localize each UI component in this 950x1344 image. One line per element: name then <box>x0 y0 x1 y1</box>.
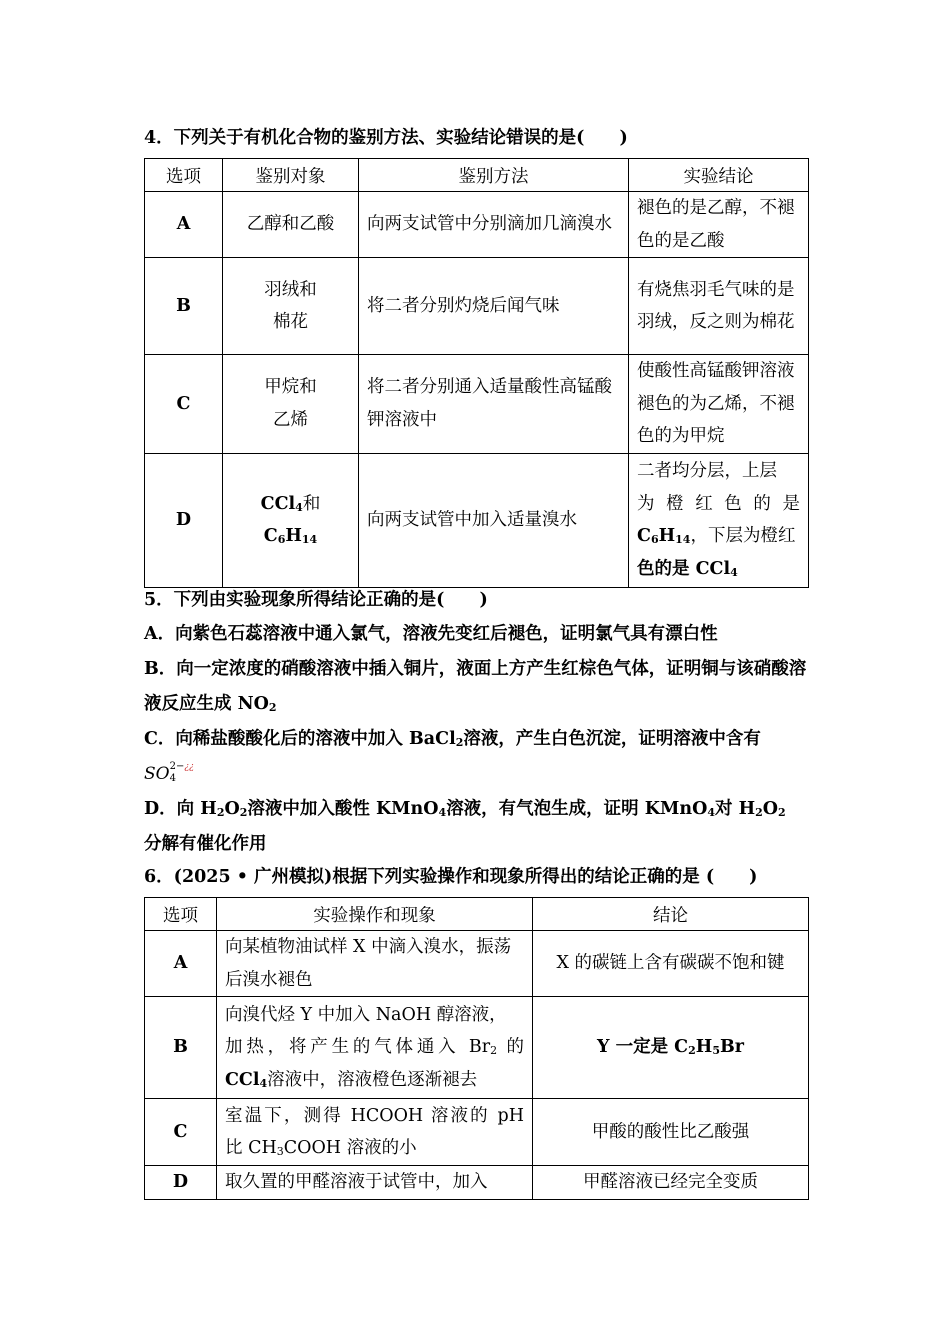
subscript: 4 <box>438 806 447 819</box>
subscript: 2 <box>455 736 464 749</box>
method-cell: 将二者分别灼烧后闻气味 <box>359 258 629 355</box>
subscript: 2 <box>268 700 277 714</box>
formula-text: H <box>285 526 302 546</box>
conclusion-text: 色的是 CCl <box>637 558 731 579</box>
subscript: 2 <box>755 806 763 819</box>
option-cell: C <box>145 1099 217 1166</box>
operation-line <box>225 1132 524 1165</box>
option-text: 对 H <box>714 799 756 819</box>
option-text: 溶液，产生白色沉淀，证明溶液中含有 <box>463 729 761 749</box>
subscript: 2 <box>216 806 225 819</box>
object-line <box>231 520 350 553</box>
subscript: 4 <box>707 806 715 819</box>
ion-charge <box>170 761 194 773</box>
question-5-option-c <box>144 722 808 791</box>
object-line: 羽绒和 <box>264 279 317 300</box>
subscript: 2 <box>688 1044 696 1058</box>
formula-text: C <box>263 526 278 546</box>
option-cell: C <box>145 355 223 454</box>
operation-line: 向溴代烃 Y 中加入 NaOH 醇溶液， <box>225 1004 507 1025</box>
question-5-title: 5．下列由实验现象所得结论正确的是( ) <box>144 590 488 610</box>
question-4-title: 4．下列关于有机化合物的鉴别方法、实验结论错误的是( ) <box>144 128 628 148</box>
object-text: 和 <box>302 493 321 514</box>
option-text: O <box>224 799 240 819</box>
object-line: 乙烯 <box>273 409 308 430</box>
conclusion-cell: X 的碳链上含有碳碳不饱和键 <box>533 931 809 997</box>
option-text: C．向稀盐酸酸化后的溶液中加入 BaCl <box>144 729 456 749</box>
conclusion-cell: 甲醛溶液已经完全变质 <box>533 1166 809 1200</box>
conclusion-text: ，下层为橙红 <box>690 526 796 546</box>
question-6-title: 6．(2025 • 广州模拟)根据下列实验操作和现象所得出的结论正确的是 ( ) <box>144 867 758 887</box>
operation-line <box>225 1031 524 1064</box>
table-row <box>145 192 809 258</box>
subscript: 4 <box>259 1076 268 1090</box>
object-cell <box>223 258 359 355</box>
formula-text: CCl <box>225 1069 260 1090</box>
option-cell: D <box>145 1166 217 1200</box>
formula-text: Br <box>719 1037 744 1058</box>
formula-text: C <box>637 526 651 546</box>
option-text: O <box>762 799 779 819</box>
conclusion-line <box>637 520 800 553</box>
subscript: 2 <box>490 1044 498 1058</box>
question-5-option-d <box>144 792 808 861</box>
operation-cell <box>217 997 533 1099</box>
table-row <box>145 1166 809 1200</box>
formula-text: CCl <box>260 493 296 514</box>
conclusion-line: 二者均分层，上层 <box>637 461 777 481</box>
conclusion-cell: 褪色的是乙醇，不褪色的是乙酸 <box>629 192 809 258</box>
conclusion-text: Y 一定是 C <box>597 1037 689 1058</box>
conclusion-line: 为橙红色的是 <box>637 493 800 514</box>
header-option: 选项 <box>145 898 217 931</box>
option-text: D．向 H <box>144 799 217 819</box>
operation-cell <box>217 1099 533 1166</box>
operation-text: 比 CH <box>225 1138 277 1158</box>
option-cell: D <box>145 453 223 587</box>
formula-text: H <box>695 1037 713 1058</box>
option-text: 溶液，有气泡生成，证明 KMnO <box>446 799 708 819</box>
ion-charge-text: 2− <box>169 760 185 772</box>
option-cell: B <box>145 258 223 355</box>
table-row <box>145 258 809 355</box>
subscript: 14 <box>675 533 691 546</box>
header-conclusion: 结论 <box>533 898 809 931</box>
table-row <box>145 997 809 1099</box>
operation-text: 加热，将产生的气体通入 Br <box>225 1037 491 1058</box>
operation-line: 室温下，测得 HCOOH 溶液的 pH <box>225 1105 524 1126</box>
operation-cell: 取久置的甲醛溶液于试管中，加入 <box>217 1166 533 1200</box>
option-text: 溶液中加入酸性 KMnO <box>247 799 439 819</box>
subscript: 4 <box>730 565 738 579</box>
table-row <box>145 1099 809 1166</box>
header-object: 鉴别对象 <box>223 159 359 192</box>
subscript: 5 <box>712 1044 720 1058</box>
option-text: 分解有催化作用 <box>144 833 267 854</box>
option-text: B．向一定浓度的硝酸溶液中插入铜片，液面上方产生红棕色气体，证明铜与该硝酸溶液反应生成 NO <box>144 659 807 714</box>
table-row <box>145 931 809 997</box>
subscript: 6 <box>650 533 659 546</box>
header-operation: 实验操作和现象 <box>217 898 533 931</box>
subscript: 4 <box>295 500 303 514</box>
subscript: 3 <box>276 1145 284 1158</box>
option-cell: A <box>145 931 217 997</box>
subscript: 14 <box>301 533 318 546</box>
object-cell: 乙醇和乙酸 <box>223 192 359 258</box>
question-5-option-b <box>144 652 808 721</box>
operation-text: COOH 溶液的小 <box>283 1138 417 1158</box>
subscript: 2 <box>239 806 248 819</box>
object-cell <box>223 453 359 587</box>
operation-line <box>225 1064 524 1097</box>
object-line: 甲烷和 <box>264 377 317 398</box>
header-option: 选项 <box>145 159 223 192</box>
ion-script <box>170 761 194 784</box>
method-cell: 将二者分别通入适量酸性高锰酸钾溶液中 <box>359 355 629 454</box>
conclusion-cell <box>629 453 809 587</box>
method-cell: 向两支试管中加入适量溴水 <box>359 453 629 587</box>
ion-subscript: 4 <box>169 772 176 784</box>
conclusion-cell <box>533 997 809 1099</box>
header-conclusion: 实验结论 <box>629 159 809 192</box>
operation-text: 的 <box>497 1037 524 1058</box>
object-cell <box>223 355 359 454</box>
conclusion-line <box>637 553 800 586</box>
operation-cell: 向某植物油试样 X 中滴入溴水，振荡后溴水褪色 <box>217 931 533 997</box>
subscript: 2 <box>778 806 786 819</box>
option-cell: B <box>145 997 217 1099</box>
header-method: 鉴别方法 <box>359 159 629 192</box>
conclusion-cell: 有烧焦羽毛气味的是羽绒，反之则为棉花 <box>629 258 809 355</box>
question-5-option-a: A．向紫色石蕊溶液中通入氯气，溶液先变红后褪色，证明氯气具有漂白性 <box>144 624 718 644</box>
subscript: 6 <box>277 533 286 546</box>
table-header-row <box>145 898 809 931</box>
table-row <box>145 453 809 587</box>
option-cell: A <box>145 192 223 258</box>
table-header-row <box>145 159 809 192</box>
object-line <box>231 488 350 521</box>
operation-text: 溶液中，溶液橙色逐渐褪去 <box>267 1069 478 1090</box>
question-6-table <box>144 897 809 1200</box>
garbled-marker: ¿¿ <box>184 761 194 772</box>
question-4-table <box>144 158 809 588</box>
conclusion-cell: 甲酸的酸性比乙酸强 <box>533 1099 809 1166</box>
sulfate-ion-formula <box>144 760 194 784</box>
table-row <box>145 355 809 454</box>
method-cell: 向两支试管中分别滴加几滴溴水 <box>359 192 629 258</box>
conclusion-cell: 使酸性高锰酸钾溶液褪色的为乙烯，不褪色的为甲烷 <box>629 355 809 454</box>
formula-text: H <box>658 526 676 546</box>
object-line: 棉花 <box>273 312 308 332</box>
ion-symbol: SO <box>144 763 170 784</box>
